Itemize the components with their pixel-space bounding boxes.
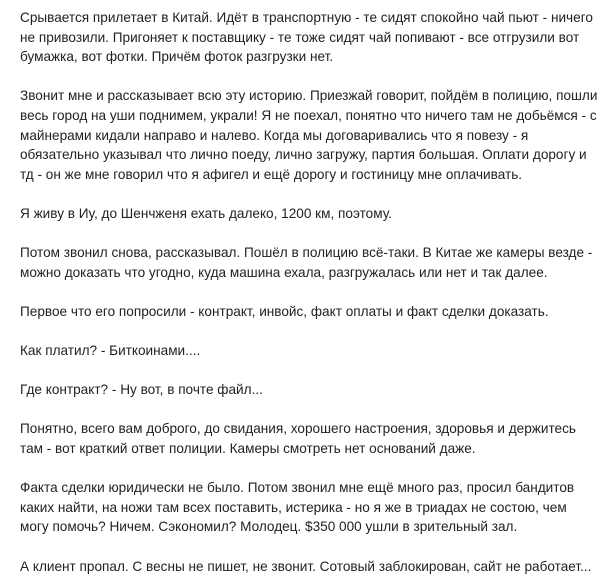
paragraph-9	[20, 478, 580, 537]
paragraph-6	[20, 341, 580, 361]
text-line: бумажка, вот фотки. Причём фоток разгрузки нет.	[20, 49, 334, 65]
paragraph-10	[20, 557, 592, 577]
text-line: Понятно, всего вам доброго, до свидания, хорошего настроения, здоровья и держитесь	[20, 421, 576, 437]
text-line: А клиент пропал. С весны не пишет, не звонит. Сотовый заблокирован, сайт не работает...	[20, 558, 592, 574]
text-line: там - вот краткий ответ полиции. Камеры смотреть нет оснований даже.	[20, 441, 476, 457]
text-line: Я живу в Иу, до Шенчженя ехать далеко, 1200 км, поэтому.	[20, 205, 392, 221]
text-line: Срывается прилетает в Китай. Идёт в транспортную - те сидят спокойно чай пьют - ничего	[20, 10, 593, 25]
paragraph-5	[20, 302, 580, 322]
text-line: можно доказать что угодно, куда машина ехала, разгружалась или нет и так далее.	[20, 264, 548, 280]
text-line: каких найти, на ножи там всех поставить, истерика - но я же в триадах не состою, чем	[20, 499, 567, 515]
text-line: Первое что его попросили - контракт, инвойс, факт оплаты и факт сделки доказать.	[20, 303, 549, 319]
text-line: могу помочь? Ничем. Сэкономил? Молодец. $350 000 ушли в зрительный зал.	[20, 519, 518, 535]
text-line: тд - он же мне говорил что я афигел и ещё дорогу и гостиницу мне оплачивать.	[20, 166, 523, 182]
text-line: обязательно указывал что лично поеду, лично загружу, партия большая. Оплати дорогу и	[20, 147, 587, 163]
text-line: Как платил? - Биткоинами....	[20, 343, 201, 359]
paragraph-2	[20, 86, 598, 184]
paragraph-8	[20, 419, 580, 458]
text-line: Где контракт? - Ну вот, в почте файл...	[20, 382, 263, 398]
paragraph-7	[20, 380, 580, 400]
text-line: не привозили. Пригоняет к поставщику - те тоже сидят чай попивают - все отгрузили вот	[20, 29, 580, 45]
text-line: Потом звонил снова, рассказывал. Пошёл в полицию всё-таки. В Китае же камеры везде -	[20, 245, 593, 261]
paragraph-4	[20, 243, 593, 282]
paragraph-3	[20, 204, 580, 224]
text-line: Факта сделки юридически не было. Потом звонил мне ещё много раз, просил бандитов	[20, 480, 575, 496]
text-line: весь город на уши поднимем, украли! Я не поехал, понятно что ничего там не добьёмся - с	[20, 107, 597, 123]
paragraph-1	[20, 8, 593, 67]
text-line: Звонит мне и рассказывает всю эту историю. Приезжай говорит, пойдём в полицию, пошли	[20, 88, 598, 104]
text-line: майнерами кидали направо и налево. Когда мы договаривались что я повезу - я	[20, 127, 529, 143]
